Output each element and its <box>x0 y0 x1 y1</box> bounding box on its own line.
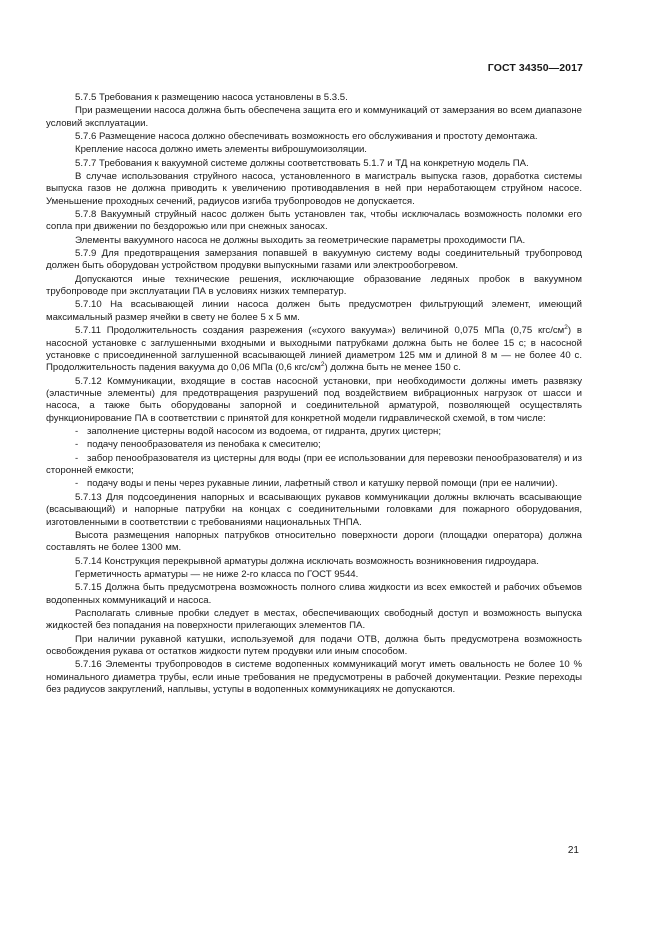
standard-designation: ГОСТ 34350—2017 <box>487 62 583 74</box>
paragraph: 5.7.16 Элементы трубопроводов в системе водопенных коммуникаций могут иметь овальность не более 10 % номинального диаметра трубы, если иные требования не предусмотрены в рабочей документации. Резкие переходы без радиусов закруглений, наплывы, уступы в водопенных коммуникациях не допускаются. <box>46 659 582 696</box>
paragraph: При наличии рукавной катушки, используемой для подачи ОТВ, должна быть предусмотрена возможность освобождения рукава от остатков жидкости путем продувки или иным способом. <box>46 633 582 657</box>
paragraph-fragment: ) в насосной установке с заглушенными входными и выходными патрубками должна быть не более 15 с; в насосной установке с присоединенной заглушенной всасывающей линией диаметром 125 мм и длиной 8 м — не более 40 с. Продолжительность падения вакуума до 0,06 МПа (0,6 кгс/см <box>46 325 582 374</box>
paragraph: Допускаются иные технические решения, исключающие образование ледяных пробок в вакуумном трубопроводе при эксплуатации ПА в условиях низких температур. <box>46 273 582 298</box>
paragraph: При размещении насоса должна быть обеспечена защита его и коммуникаций от замерзания во всем диапазоне условий эксплуатации. <box>46 105 582 129</box>
paragraph: 5.7.9 Для предотвращения замерзания попавшей в вакуумную систему воды соединительный трубопровод должен быть оборудован устройством продувки выпускными газами или электрообогревом. <box>46 248 582 272</box>
document-body <box>46 92 582 697</box>
list-dash: - <box>75 439 79 451</box>
list-dash: - <box>75 478 79 490</box>
list-item-text: подачу пенообразователя из пенобака к смесителю; <box>87 439 321 451</box>
list-item <box>46 453 582 478</box>
paragraph: Герметичность арматуры — не ниже 2-го класса по ГОСТ 9544. <box>75 568 359 580</box>
paragraph: Высота размещения напорных патрубков относительно поверхности дороги (площадки оператора) должна составлять не более 1300 мм. <box>46 529 582 554</box>
paragraph-fragment: ) должна быть не менее 150 с. <box>324 362 461 374</box>
list-dash: - <box>75 452 79 464</box>
list-item-text: забор пенообразователя из цистерны для воды (при ее использовании для перевозки пенообразователя) и из сторонней емкости; <box>46 452 582 477</box>
paragraph: 5.7.10 На всасывающей линии насоса должен быть предусмотрен фильтрующий элемент, имеющий максимальный размер ячейки в свету не более 5 х 5 мм. <box>46 299 582 323</box>
paragraph-fragment: 5.7.11 Продолжительность создания разрежения («сухого вакуума») величиной 0,075 МПа (0,75 кгс/см <box>75 325 565 337</box>
list-item <box>46 426 582 438</box>
paragraph: 5.7.15 Должна быть предусмотрена возможность полного слива жидкости из всех емкостей и рабочих объемов водопенных коммуникаций и насоса. <box>46 582 582 606</box>
list-item <box>46 439 582 451</box>
paragraph: Крепление насоса должно иметь элементы виброшумоизоляции. <box>75 144 367 156</box>
paragraph: 5.7.7 Требования к вакуумной системе должны соответствовать 5.1.7 и ТД на конкретную модель ПА. <box>75 157 529 169</box>
superscript: 2 <box>564 324 568 332</box>
paragraph: 5.7.13 Для подсоединения напорных и всасывающих рукавов коммуникации должны включать всасывающие (всасывающий) и напорные патрубки на концах с соединительными головками для пожарного оборудования, изготовленными в соответствии с требованиями национальных ТНПА. <box>46 491 582 528</box>
paragraph: 5.7.14 Конструкция перекрывной арматуры должна исключать возможность возникновения гидроудара. <box>75 555 539 567</box>
paragraph: 5.7.6 Размещение насоса должно обеспечивать возможность его обслуживания и простоту демонтажа. <box>75 131 538 142</box>
page-number: 21 <box>567 845 579 856</box>
paragraph <box>46 325 582 375</box>
paragraph: В случае использования струйного насоса, установленного в магистраль выпуска газов, доработка системы выпуска газов не должна приводить к увеличению противодавления в ней при неработающем струйном насосе. Уменьшение проходных сечений, радиусов изгиба трубопроводов не допускается. <box>46 170 582 207</box>
paragraph: Располагать сливные пробки следует в местах, обеспечивающих свободный доступ и возможность выпуска жидкостей без попадания на поверхности прилегающих элементов ПА. <box>46 607 582 632</box>
list-item <box>46 478 582 490</box>
paragraph: 5.7.8 Вакуумный струйный насос должен быть установлен так, чтобы исключалась возможность поломки его сопла при движении по бездорожью или при снежных заносах. <box>46 209 582 233</box>
paragraph: 5.7.5 Требования к размещению насоса установлены в 5.3.5. <box>75 92 348 103</box>
paragraph: Элементы вакуумного насоса не должны выходить за геометрические параметры проходимости ПА. <box>75 234 526 246</box>
list-dash: - <box>75 426 79 438</box>
list-item-text: подачу воды и пены через рукавные линии, лафетный ствол и катушку первой помощи (при ее наличии). <box>87 478 558 490</box>
superscript: 2 <box>320 361 325 369</box>
list-item-text: заполнение цистерны водой насосом из водоема, от гидранта, других цистерн; <box>87 426 442 438</box>
paragraph: 5.7.12 Коммуникации, входящие в состав насосной установки, при необходимости должны иметь развязку (эластичные элементы) для предотвращения разрушений под воздействием вибрационных нагрузок от шасси и насоса, а также быть оборудованы запорной и соединительной арматурой, позволяющей осуществлять функционирование ПА в соответствии с принятой для конкретной модели гидравлической схемой, в том числе: <box>46 375 582 424</box>
